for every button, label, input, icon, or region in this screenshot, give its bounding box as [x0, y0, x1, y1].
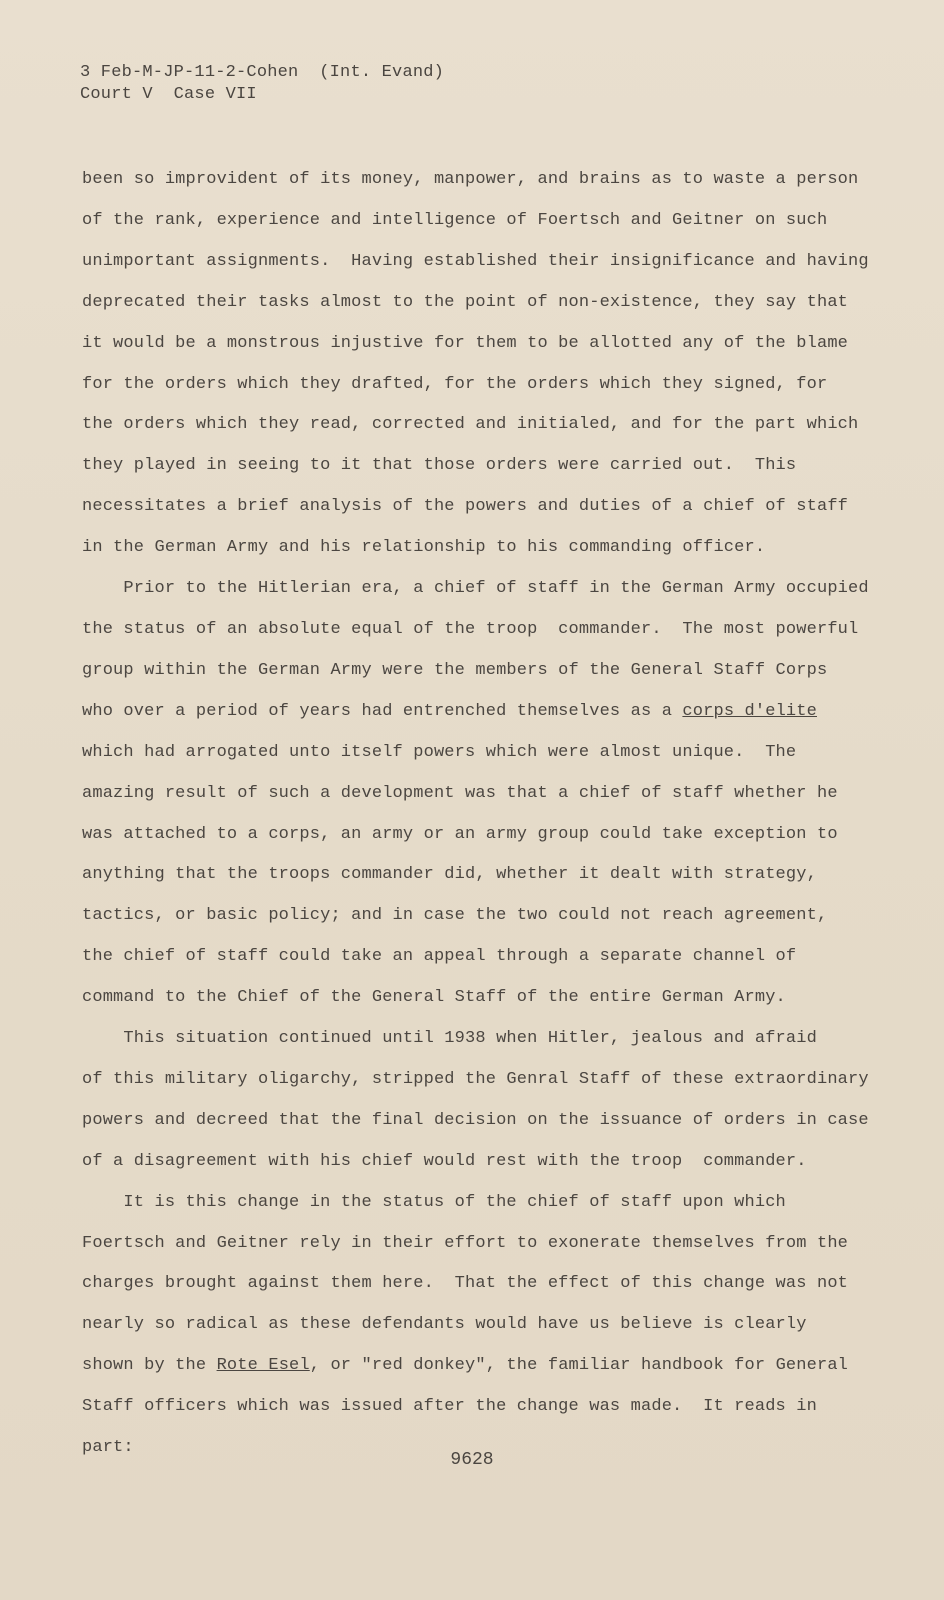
body-line: command to the Chief of the General Staff of the entire German Army.	[82, 988, 786, 1008]
body-line: the chief of staff could take an appeal through a separate channel of	[82, 947, 797, 967]
body-line	[82, 692, 872, 733]
body-line: unimportant assignments. Having established their insignificance and having	[82, 251, 869, 271]
underlined-phrase: corps d'elite	[682, 701, 817, 721]
body-line: group within the German Army were the members of the General Staff Corps	[82, 660, 828, 680]
body-line: in the German Army and his relationship to his commanding officer.	[82, 538, 766, 558]
body-line: This situation continued until 1938 when Hitler, jealous and afraid	[82, 1029, 817, 1049]
body-line: they played in seeing to it that those orders were carried out. This	[82, 456, 797, 476]
body-line: of this military oligarchy, stripped the Genral Staff of these extraordinary	[82, 1069, 869, 1089]
body-line: for the orders which they drafted, for the orders which they signed, for	[82, 374, 828, 394]
body-line: of the rank, experience and intelligence of Foertsch and Geitner on such	[82, 210, 828, 230]
body-line: charges brought against them here. That the effect of this change was not	[82, 1274, 849, 1294]
body-line: Prior to the Hitlerian era, a chief of staff in the German Army occupied	[82, 579, 869, 599]
body-line-text: shown by the	[82, 1356, 217, 1376]
body-line: the orders which they read, corrected and initialed, and for the part which	[82, 415, 859, 435]
body-line: tactics, or basic policy; and in case the two could not reach agreement,	[82, 906, 828, 926]
body-line: It is this change in the status of the chief of staff upon which	[82, 1192, 786, 1212]
body-line: nearly so radical as these defendants would have us believe is clearly	[82, 1315, 807, 1335]
header-line-1: 3 Feb-M-JP-11-2-Cohen (Int. Evand)	[80, 63, 445, 82]
body-line-text: who over a period of years had entrenched themselves as a	[82, 701, 683, 721]
body-line: was attached to a corps, an army or an army group could take exception to	[82, 824, 838, 844]
header	[80, 62, 444, 106]
body-line: of a disagreement with his chief would rest with the troop commander.	[82, 1151, 807, 1171]
body-line: Staff officers which was issued after the change was made. It reads in	[82, 1397, 817, 1417]
body-line: anything that the troops commander did, whether it dealt with strategy,	[82, 865, 817, 885]
body-line: it would be a monstrous injustive for them to be allotted any of the blame	[82, 333, 849, 353]
body-line: the status of an absolute equal of the troop commander. The most powerful	[82, 619, 859, 639]
body-line: amazing result of such a development was that a chief of staff whether he	[82, 783, 838, 803]
body-line	[82, 1346, 872, 1387]
body-line-text: , or "red donkey", the familiar handbook for General	[309, 1356, 849, 1376]
body-text	[82, 160, 872, 1469]
body-line: powers and decreed that the final decision on the issuance of orders in case	[82, 1110, 869, 1130]
body-line: part:	[82, 1438, 134, 1458]
body-line: Foertsch and Geitner rely in their effort to exonerate themselves from the	[82, 1233, 849, 1253]
page-number: 9628	[450, 1450, 494, 1470]
body-line: deprecated their tasks almost to the point of non-existence, they say that	[82, 292, 849, 312]
body-line: necessitates a brief analysis of the powers and duties of a chief of staff	[82, 497, 849, 517]
body-line: which had arrogated unto itself powers which were almost unique. The	[82, 742, 797, 762]
underlined-phrase: Rote Esel	[216, 1356, 310, 1376]
header-line-2: Court V Case VII	[80, 85, 257, 104]
body-line: been so improvident of its money, manpower, and brains as to waste a person	[82, 170, 859, 189]
